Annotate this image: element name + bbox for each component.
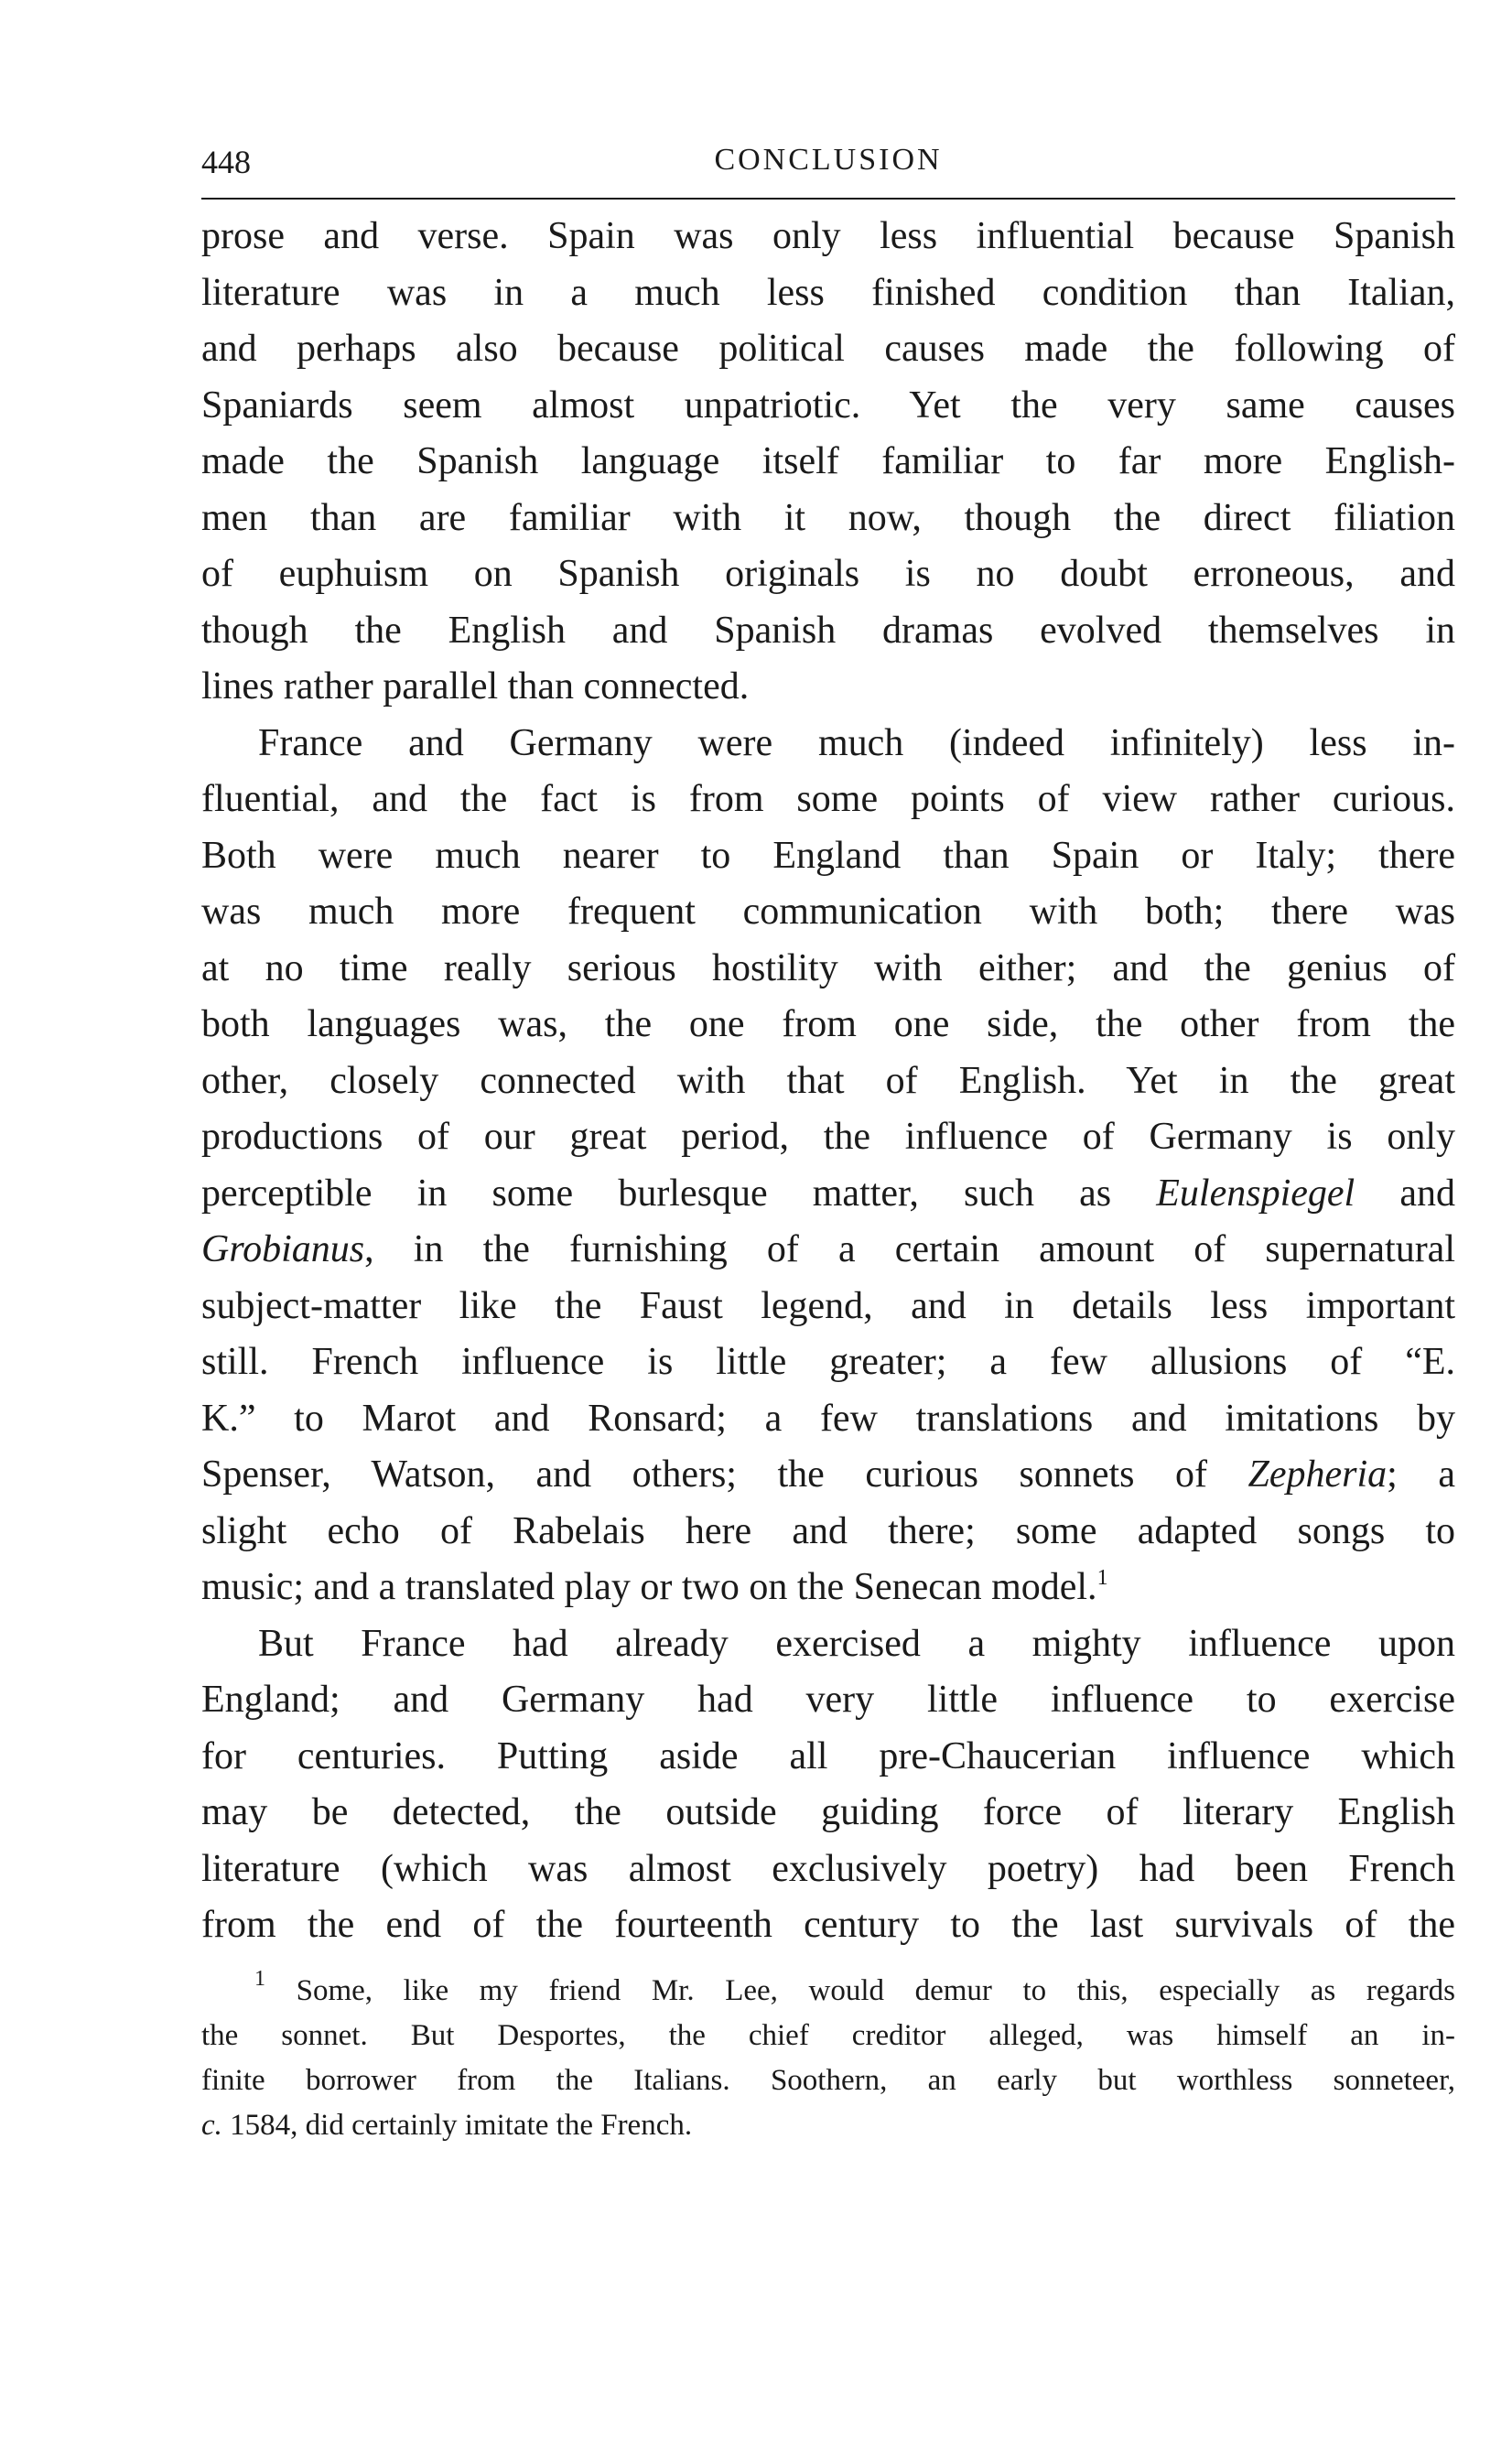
text-line: at no time really serious hostility with either; and the genius of bbox=[201, 946, 1455, 989]
paragraph-3 bbox=[201, 1616, 1455, 1954]
text-line: other, closely connected with that of English. Yet in the great bbox=[201, 1059, 1455, 1102]
text-segment: and bbox=[1355, 1172, 1455, 1215]
text-line: both languages was, the one from one side, the other from the bbox=[201, 1003, 1455, 1045]
text-line bbox=[201, 1447, 1455, 1504]
italic-title: Eulenspiegel bbox=[1156, 1172, 1355, 1215]
text-line: made the Spanish language itself familiar to far more English- bbox=[201, 440, 1455, 482]
text-line: was much more frequent communication with both; there was bbox=[201, 891, 1455, 933]
text-line: subject-matter like the Faust legend, and in details less important bbox=[201, 1284, 1455, 1327]
text-line: for centuries. Putting aside all pre-Chaucerian influence which bbox=[201, 1734, 1455, 1777]
text-line: slight echo of Rabelais here and there; some adapted songs to bbox=[201, 1509, 1455, 1552]
footnote-line bbox=[201, 2103, 1455, 2148]
running-title: CONCLUSION bbox=[714, 143, 943, 177]
footnote-line bbox=[201, 1966, 1455, 2014]
text-line: Spaniards seem almost unpatriotic. Yet the very same causes bbox=[201, 383, 1455, 427]
text-line: though the English and Spanish dramas evolved themselves in bbox=[201, 609, 1455, 652]
text-line: K.” to Marot and Ronsard; a few translations and imitations by bbox=[201, 1397, 1455, 1440]
text-line: men than are familiar with it now, though the direct filiation bbox=[201, 496, 1455, 539]
text-line: England; and Germany had very little influence to exercise bbox=[201, 1679, 1455, 1721]
text-line: of euphuism on Spanish originals is no doubt erroneous, and bbox=[201, 553, 1455, 595]
body-text bbox=[201, 209, 1455, 1954]
text-line: literature (which was almost exclusively poetry) had been French bbox=[201, 1847, 1455, 1890]
text-line bbox=[201, 1222, 1455, 1279]
footnote-line: finite borrower from the Italians. Soothern, an early but worthless sonneteer, bbox=[201, 2063, 1455, 2097]
text-segment: music; and a translated play or two on the Senecan model. bbox=[201, 1566, 1097, 1608]
footnote-marker: 1 bbox=[254, 1966, 265, 1991]
text-line bbox=[201, 1560, 1455, 1616]
text-line: may be detected, the outside guiding force of literary English bbox=[201, 1791, 1455, 1833]
book-page bbox=[201, 137, 1455, 2148]
page-number: 448 bbox=[201, 144, 251, 180]
paragraph-1 bbox=[201, 209, 1455, 716]
footnote-reference[interactable]: 1 bbox=[1096, 1566, 1108, 1590]
text-segment: , in the furnishing of a certain amount of supernatural bbox=[364, 1228, 1455, 1270]
italic-title: Grobianus bbox=[201, 1228, 365, 1270]
text-line: prose and verse. Spain was only less influential because Spanish bbox=[201, 215, 1455, 257]
text-segment: Some, like my friend Mr. Lee, would demur to this, especially as regards bbox=[265, 1973, 1455, 2007]
text-segment: ; a bbox=[1387, 1453, 1456, 1496]
header-rule bbox=[201, 198, 1455, 200]
text-line: lines rather parallel than connected. bbox=[201, 665, 750, 708]
text-line: productions of our great period, the influence of Germany is only bbox=[201, 1116, 1455, 1158]
text-segment: perceptible in some burlesque matter, such as bbox=[201, 1172, 1157, 1215]
footnote-line: the sonnet. But Desportes, the chief creditor alleged, was himself an in- bbox=[201, 2018, 1455, 2052]
text-line: literature was in a much less finished condition than Italian, bbox=[201, 271, 1455, 314]
text-segment: Spenser, Watson, and others; the curious sonnets of bbox=[201, 1453, 1248, 1496]
italic-title: Zepheria bbox=[1247, 1453, 1388, 1496]
text-line: from the end of the fourteenth century to the last survivals of the bbox=[201, 1904, 1455, 1946]
text-line: Both were much nearer to England than Spain or Italy; there bbox=[201, 834, 1455, 877]
text-segment: 1584, did certainly imitate the French. bbox=[221, 2108, 693, 2142]
footnote bbox=[201, 1966, 1455, 2148]
text-line bbox=[201, 1166, 1455, 1223]
italic-abbreviation: c. bbox=[201, 2108, 222, 2142]
text-line: fluential, and the fact is from some points of view rather curious. bbox=[201, 778, 1455, 820]
text-line: and perhaps also because political causes made the following of bbox=[201, 328, 1455, 370]
text-line: But France had already exercised a mighty influence upon bbox=[258, 1622, 1455, 1665]
text-line: France and Germany were much (indeed infinitely) less in- bbox=[258, 721, 1455, 764]
paragraph-2 bbox=[201, 716, 1455, 1616]
text-line: still. French influence is little greater; a few allusions of “E. bbox=[201, 1341, 1455, 1383]
running-head bbox=[201, 137, 1455, 192]
